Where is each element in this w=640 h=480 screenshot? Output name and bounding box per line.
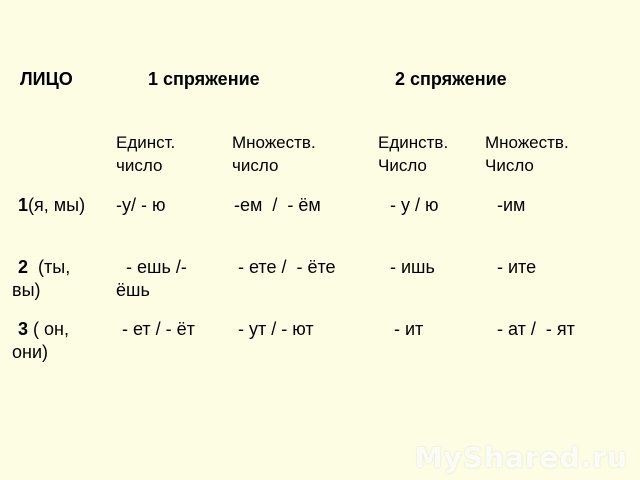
header-person: ЛИЦО (20, 69, 73, 89)
row-3-c2-plural: - ат / - ят (497, 319, 575, 339)
watermark-logo: MyShared.ru (414, 441, 628, 474)
row-2-c1-plural: - ете / - ёте (238, 257, 336, 277)
row-2-person-line1 (18, 256, 70, 278)
row-1-c2-plural: -им (497, 195, 526, 215)
row-3-person-pronouns-2: они) (12, 342, 48, 362)
header-conjugation-1: 1 спряжение (148, 69, 260, 89)
header-conjugation-2: 2 спряжение (395, 69, 507, 89)
row-3-person-line1 (18, 318, 69, 340)
subheader-c2-singular-2: Число (378, 156, 427, 175)
row-2-person-pronouns-1: (ты, (38, 257, 71, 277)
row-2-c2-plural: - ите (497, 257, 537, 277)
row-3-c2-singular: - ит (394, 319, 424, 339)
subheader-c2-plural-2: Число (485, 156, 534, 175)
row-2-c1-singular-2: ёшь (116, 280, 150, 300)
row-3-c1-plural: - ут / - ют (238, 319, 314, 339)
row-1-c1-singular: -у/ - ю (116, 195, 166, 215)
row-1-c1-plural: -ем / - ём (234, 195, 321, 215)
row-2-person-number: 2 (18, 257, 29, 277)
subheader-c1-plural-2: число (232, 156, 279, 175)
row-2-c1-singular-1: - ешь /- (126, 257, 187, 277)
subheader-c2-singular-1: Единств. (378, 133, 449, 152)
subheader-c1-singular-2: число (116, 156, 163, 175)
row-1-c2-singular: - у / ю (390, 195, 439, 215)
row-3-person-number: 3 (18, 319, 29, 339)
row-1-person-pronouns: (я, мы) (28, 195, 86, 215)
row-3-person-pronouns-1: ( он, (33, 319, 69, 339)
row-2-c2-singular: - ишь (390, 257, 435, 277)
row-1-person (18, 194, 85, 216)
subheader-c1-plural-1: Множеств. (232, 133, 316, 152)
row-2-person-pronouns-2: вы) (12, 280, 41, 300)
subheader-c1-singular-1: Единст. (116, 133, 176, 152)
row-1-person-number: 1 (18, 195, 29, 215)
subheader-c2-plural-1: Множеств. (485, 133, 569, 152)
row-3-c1-singular: - ет / - ёт (122, 319, 195, 339)
